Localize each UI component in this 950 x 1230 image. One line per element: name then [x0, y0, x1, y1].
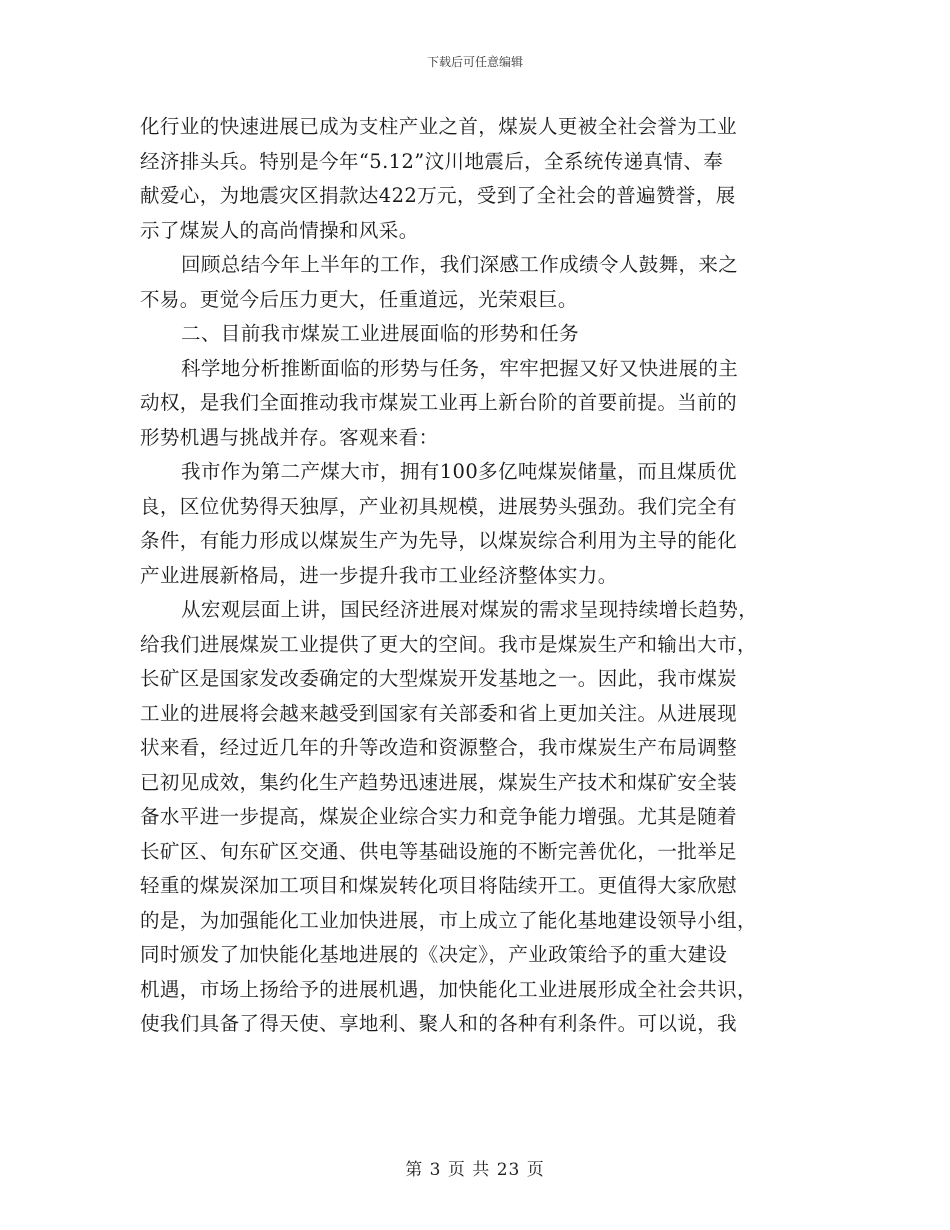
text-line: 已初见成效，集约化生产趋势迅速进展，煤炭生产技术和煤矿安全装 — [140, 770, 738, 794]
text-line: 化行业的快速进展已成为支柱产业之首，煤炭人更被全社会誉为工业 — [140, 115, 738, 138]
text-line: 长矿区、旬东矿区交通、供电等基础设施的不断完善优化，一批举足 — [140, 839, 738, 863]
text-line: 经济排头兵。特别是今年“5.12”汶川地震后，全系统传递真情、奉 — [140, 149, 724, 173]
text-line: 备水平进一步提高，煤炭企业综合实力和竞争能力增强。尤其是随着 — [140, 805, 738, 828]
text-line: 我市作为第二产煤大市，拥有100多亿吨煤炭储量，而且煤质优 — [181, 460, 737, 483]
text-line: 二、目前我市煤炭工业进展面临的形势和任务 — [181, 322, 580, 345]
text-line: 的是，为加强能化工业加快进展，市上成立了能化基地建设领导小组， — [140, 908, 757, 932]
text-line: 工业的进展将会越来越受到国家有关部委和省上更加关注。从进展现 — [140, 701, 738, 725]
text-line: 不易。更觉今后压力更大，任重道远，光荣艰巨。 — [140, 287, 578, 311]
text-line: 从宏观层面上讲，国民经济进展对煤炭的需求呈现持续增长趋势， — [181, 598, 759, 621]
page-header: 下载后可任意编辑 — [426, 55, 523, 69]
text-line: 条件，有能力形成以煤炭生产为先导，以煤炭综合利用为主导的能化 — [140, 529, 738, 552]
document-body — [140, 110, 810, 1042]
text-line: 科学地分析推断面临的形势与任务，牢牢把握又好又快进展的主 — [181, 356, 739, 380]
text-line: 状来看，经过近几年的升等改造和资源整合，我市煤炭生产布局调整 — [140, 736, 738, 759]
text-line: 使我们具备了得天使、享地利、聚人和的各种有利条件。可以说，我 — [140, 1012, 738, 1035]
text-line: 良，区位优势得天独厚，产业初具规模，进展势头强劲。我们完全有 — [140, 494, 738, 518]
text-line: 机遇，市场上扬给予的进展机遇，加快能化工业进展形成全社会共识， — [140, 977, 757, 1001]
text-line: 回顾总结今年上半年的工作，我们深感工作成绩令人鼓舞，来之 — [181, 253, 739, 276]
text-line: 动权，是我们全面推动我市煤炭工业再上新台阶的首要前提。当前的 — [140, 391, 738, 414]
text-line: 同时颁发了加快能化基地进展的《决定》，产业政策给予的重大建设 — [140, 943, 728, 966]
text-line: 形势机遇与挑战并存。客观来看： — [140, 425, 439, 449]
text-line: 给我们进展煤炭工业提供了更大的空间。我市是煤炭生产和输出大市， — [140, 632, 757, 656]
text-line: 长矿区是国家发改委确定的大型煤炭开发基地之一。因此，我市煤炭 — [140, 667, 738, 690]
text-line: 轻重的煤炭深加工项目和煤炭转化项目将陆续开工。更值得大家欣慰 — [140, 874, 738, 897]
text-line: 产业进展新格局，进一步提升我市工业经济整体实力。 — [140, 563, 618, 587]
text-line: 献爱心，为地震灾区捐款达422万元，受到了全社会的普遍赞誉，展 — [140, 184, 736, 207]
page-footer: 第 3 页 共 23 页 — [405, 1160, 545, 1180]
text-line: 示了煤炭人的高尚情操和风采。 — [140, 218, 419, 242]
